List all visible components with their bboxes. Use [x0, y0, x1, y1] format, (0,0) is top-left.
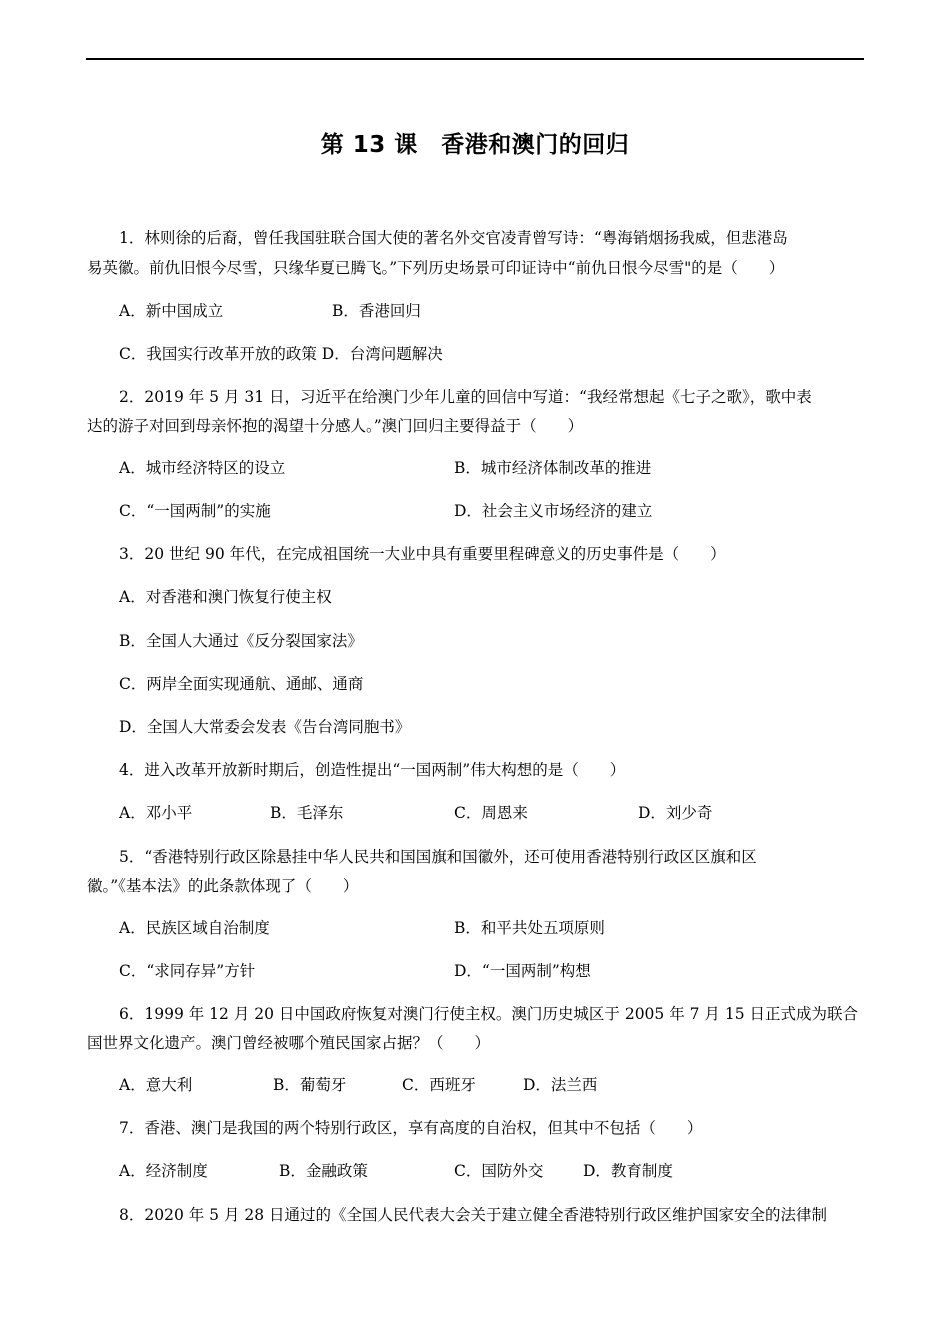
q5-option-c: C．“求同存异”方针 — [119, 962, 256, 980]
q3-option-c: C．两岸全面实现通航、通邮、通商 — [119, 675, 364, 693]
q5-option-b: B．和平共处五项原则 — [454, 919, 605, 937]
q7-option-d: D．教育制度 — [583, 1162, 673, 1180]
q6-option-c: C．西班牙 — [402, 1076, 476, 1094]
question-6-line-1: 6．1999 年 12 月 20 日中国政府恢复对澳门行使主权。澳门历史城区于 2005 年 7 月 15 日正式成为联合 — [119, 1005, 858, 1023]
q5-option-a: A．民族区域自治制度 — [119, 919, 270, 937]
q7-option-b: B．金融政策 — [279, 1162, 368, 1180]
q3-option-a: A．对香港和澳门恢复行使主权 — [119, 588, 332, 606]
q2-option-d: D．社会主义市场经济的建立 — [454, 502, 653, 520]
page-title: 第 13 课 香港和澳门的回归 — [320, 132, 630, 158]
q2-option-a: A．城市经济特区的设立 — [119, 459, 286, 477]
question-4-line-1: 4．进入改革开放新时期后，创造性提出“一国两制”伟大构想的是（ ） — [119, 761, 626, 779]
question-1-line-2: 易英徽。前仇旧恨今尽雪，只缘华夏已腾飞。”下列历史场景可印证诗中“前仇日恨今尽雪"的是（ ） — [87, 259, 785, 277]
question-2-line-1: 2．2019 年 5 月 31 日，习近平在给澳门少年儿童的回信中写道：“我经常想起《七子之歌》，歌中表 — [119, 388, 812, 406]
question-3-line-1: 3．20 世纪 90 年代，在完成祖国统一大业中具有重要里程碑意义的历史事件是（ ） — [119, 545, 726, 563]
q1-option-c-d: C．我国实行改革开放的政策 D．台湾问题解决 — [119, 345, 443, 363]
q4-option-a: A．邓小平 — [119, 804, 193, 822]
question-5-line-1: 5．“香港特别行政区除悬挂中华人民共和国国旗和国徽外，还可使用香港特别行政区区旗和区 — [119, 848, 757, 866]
q6-option-a: A．意大利 — [119, 1076, 193, 1094]
question-1-line-1: 1．林则徐的后裔，曾任我国驻联合国大使的著名外交官凌青曾写诗：“粤海销烟扬我威，但悲港岛 — [119, 229, 788, 247]
question-7-line-1: 7．香港、澳门是我国的两个特别行政区，享有高度的自治权，但其中不包括（ ） — [119, 1119, 703, 1137]
question-5-line-2: 徽。”《基本法》的此条款体现了（ ） — [87, 877, 359, 895]
q2-option-b: B．城市经济体制改革的推进 — [454, 459, 652, 477]
q6-option-d: D．法兰西 — [523, 1076, 598, 1094]
q2-option-c: C．“一国两制”的实施 — [119, 502, 271, 520]
q4-option-c: C．周恩来 — [454, 804, 528, 822]
q1-option-b: B．香港回归 — [332, 302, 421, 320]
question-6-line-2: 国世界文化遗产。澳门曾经被哪个殖民国家占据？（ ） — [87, 1034, 491, 1052]
question-2-line-2: 达的游子对回到母亲怀抱的渴望十分感人。”澳门回归主要得益于（ ） — [87, 417, 584, 435]
q7-option-a: A．经济制度 — [119, 1162, 208, 1180]
q5-option-d: D．“一国两制”构想 — [454, 962, 591, 980]
q4-option-d: D．刘少奇 — [638, 804, 713, 822]
q3-option-d: D．全国人大常委会发表《告台湾同胞书》 — [119, 718, 411, 736]
q1-option-a: A．新中国成立 — [119, 302, 224, 320]
q6-option-b: B．葡萄牙 — [273, 1076, 347, 1094]
q3-option-b: B．全国人大通过《反分裂国家法》 — [119, 632, 363, 650]
q7-option-c: C．国防外交 — [454, 1162, 544, 1180]
header-rule — [86, 58, 864, 60]
q4-option-b: B．毛泽东 — [270, 804, 344, 822]
question-8-line-1: 8．2020 年 5 月 28 日通过的《全国人民代表大会关于建立健全香港特别行政区维护国家安全的法律制 — [119, 1206, 828, 1224]
